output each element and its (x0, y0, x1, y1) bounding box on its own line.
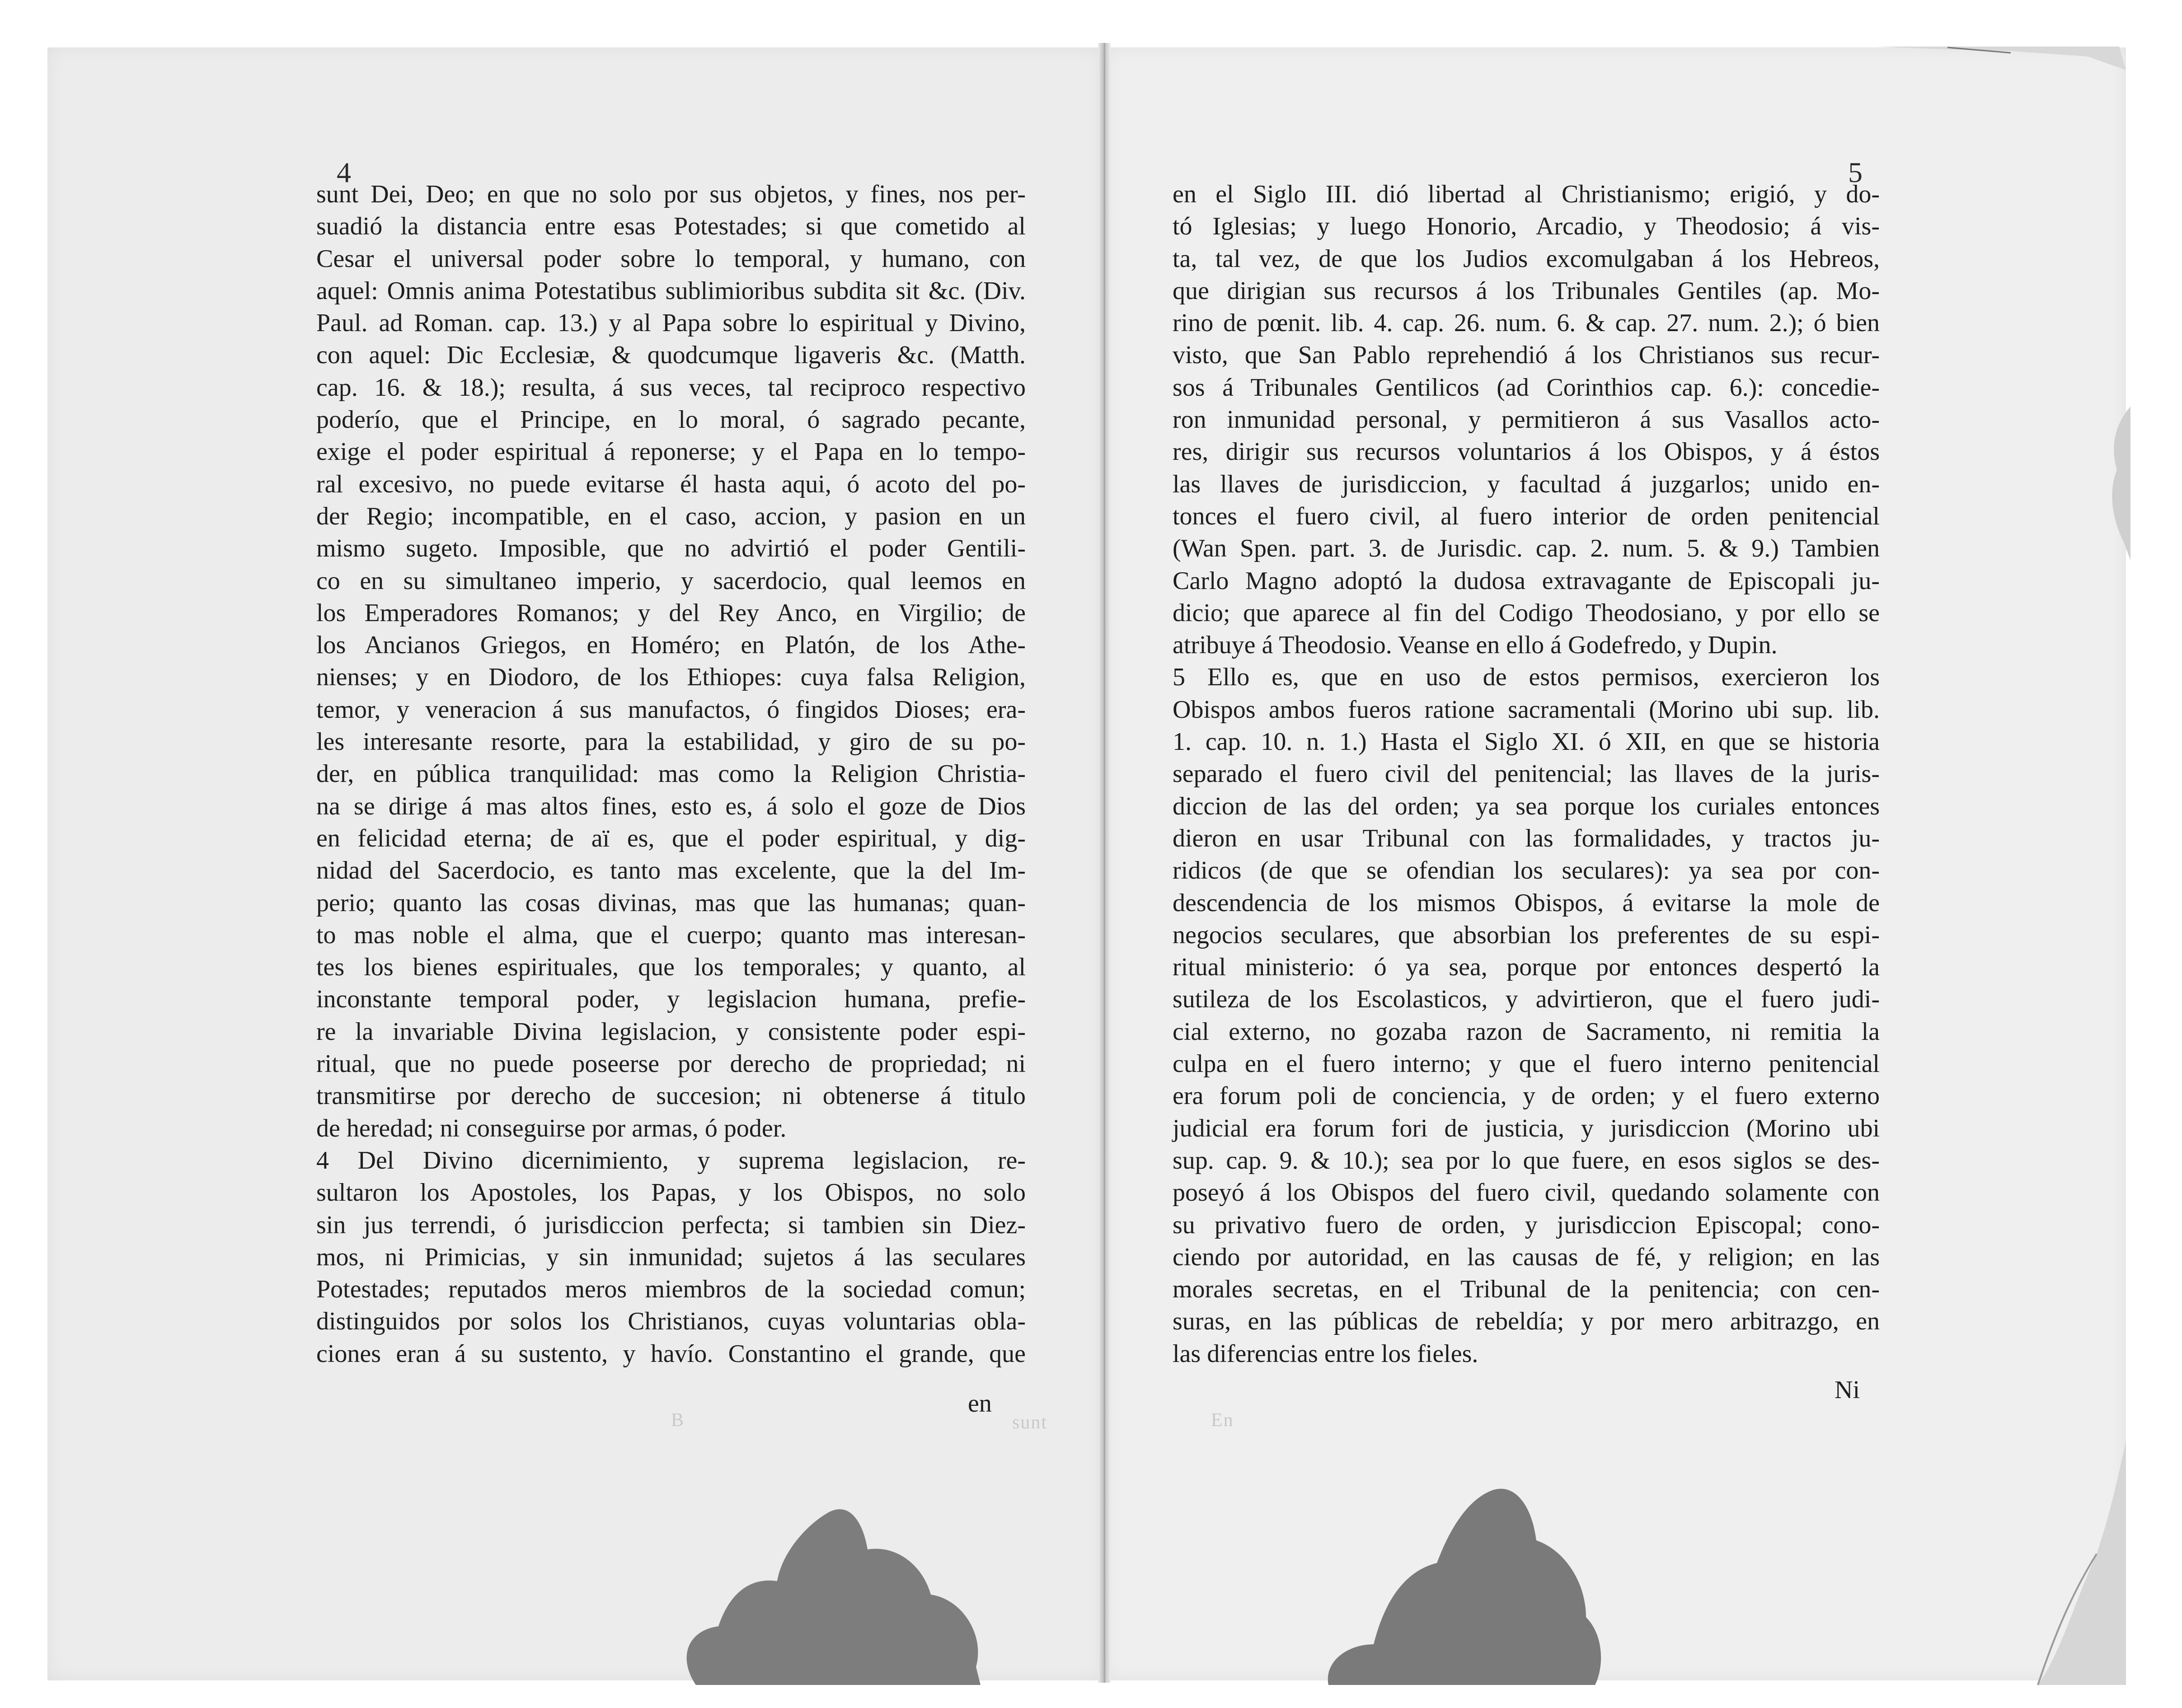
text-line: ron inmunidad personal, y permitieron á sus Vasallos acto- (1173, 406, 1880, 434)
text-line: culpa en el fuero interno; y que el fuero interno penitencial (1173, 1050, 1880, 1078)
text-line: suras, en las públicas de rebeldía; y por mero arbitrazgo, en (1173, 1307, 1880, 1336)
text-line: temor, y veneracion á sus manufactos, ó fingidos Dioses; era- (316, 695, 1026, 724)
right-body-text (1173, 178, 1880, 1370)
text-line: mos, ni Primicias, y sin inmunidad; sujetos á las seculares (316, 1243, 1026, 1271)
text-line: mismo sugeto. Imposible, que no advirtió el poder Gentili- (316, 534, 1026, 563)
text-line: to mas noble el alma, que el cuerpo; quanto mas interesan- (316, 921, 1026, 949)
ink-stain-left (669, 1486, 994, 1689)
page-number-left: 4 (337, 156, 351, 188)
text-line: morales secretas, en el Tribunal de la penitencia; con cen- (1173, 1275, 1880, 1304)
text-line: les interesante resorte, para la estabilidad, y giro de su po- (316, 728, 1026, 756)
text-line: sunt Dei, Deo; en que no solo por sus objetos, y fines, nos per- (316, 180, 1026, 208)
text-line: ral excesivo, no puede evitarse él hasta aqui, ó acoto del po- (316, 470, 1026, 498)
text-line: ta, tal vez, de que los Judios excomulgaban á los Hebreos, (1173, 244, 1880, 273)
bleed-through-text: B (671, 1410, 685, 1431)
text-line: las diferencias entre los fieles. (1173, 1339, 1478, 1368)
text-line: ciendo por autoridad, en las causas de fé, y religion; en las (1173, 1243, 1880, 1271)
catchword-left: en (968, 1390, 992, 1418)
text-line: tes los bienes espirituales, que los temporales; y quanto, al (316, 953, 1026, 982)
text-line: Cesar el universal poder sobre lo temporal, y humano, con (316, 244, 1026, 273)
text-line: dieron en usar Tribunal con las formalidades, y tractos ju- (1173, 824, 1880, 852)
text-line: rino de pœnit. lib. 4. cap. 26. num. 6. & cap. 27. num. 2.); ó bien (1173, 309, 1880, 337)
text-line: nidad del Sacerdocio, es tanto mas excelente, que la del Im- (316, 856, 1026, 885)
torn-corner-top-right (1875, 43, 2128, 97)
text-line: 1. cap. 10. n. 1.) Hasta el Siglo XI. ó XII, en que se historia (1173, 728, 1880, 756)
text-line: na se dirige á mas altos fines, esto es, á solo el goze de Dios (316, 792, 1026, 820)
text-line: era forum poli de conciencia, y de orden; y el fuero externo (1173, 1082, 1880, 1110)
text-line: co en su simultaneo imperio, y sacerdocio, qual leemos en (316, 566, 1026, 595)
text-line: 5 Ello es, que en uso de estos permisos, exercieron los (1173, 663, 1880, 692)
text-line: inconstante temporal poder, y legislacion humana, prefie- (316, 985, 1026, 1014)
torn-corner-bottom-right (2020, 1441, 2128, 1694)
text-line: (Wan Spen. part. 3. de Jurisdic. cap. 2. num. 5. & 9.) Tambien (1173, 534, 1880, 563)
text-line: cap. 16. & 18.); resulta, á sus veces, tal reciproco respectivo (316, 373, 1026, 402)
text-line: tonces el fuero civil, al fuero interior de orden penitencial (1173, 502, 1880, 530)
text-line: res, dirigir sus recursos voluntarios á los Obispos, y á éstos (1173, 438, 1880, 466)
text-line: Potestades; reputados meros miembros de la sociedad comun; (316, 1275, 1026, 1304)
text-line: con aquel: Dic Ecclesiæ, & quodcumque ligaveris &c. (Matth. (316, 341, 1026, 370)
text-line: der Regio; incompatible, en el caso, accion, y pasion en un (316, 502, 1026, 530)
text-line: que dirigian sus recursos á los Tribunales Gentiles (ap. Mo- (1173, 276, 1880, 305)
text-line: de heredad; ni conseguirse por armas, ó poder. (316, 1114, 787, 1142)
text-line: ritual ministerio: ó ya sea, porque por entonces despertó la (1173, 953, 1880, 982)
text-line: nienses; y en Diodoro, de los Ethiopes: cuya falsa Religion, (316, 663, 1026, 692)
text-line: sup. cap. 9. & 10.); sea por lo que fuere, en esos siglos se des- (1173, 1146, 1880, 1175)
text-line: en felicidad eterna; de aï es, que el poder espiritual, y dig- (316, 824, 1026, 852)
text-line: atribuye á Theodosio. Veanse en ello á Godefredo, y Dupin. (1173, 631, 1778, 660)
text-line: negocios seculares, que absorbian los preferentes de su espi- (1173, 921, 1880, 949)
text-line: ciones eran á su sustento, y havío. Constantino el grande, que (316, 1339, 1026, 1368)
page-number-right: 5 (1848, 156, 1863, 188)
text-line: sin jus terrendi, ó jurisdiccion perfecta; si tambien sin Diez- (316, 1211, 1026, 1239)
text-line: dicio; que aparece al fin del Codigo Theodosiano, y por ello se (1173, 599, 1880, 627)
text-line: Carlo Magno adoptó la dudosa extravagante de Episcopali ju- (1173, 566, 1880, 595)
text-line: los Emperadores Romanos; y del Rey Anco, en Virgilio; de (316, 599, 1026, 627)
text-line: exige el poder espiritual á reponerse; y el Papa en lo tempo- (316, 438, 1026, 466)
text-line: visto, que San Pablo reprehendió á los Christianos sus recur- (1173, 341, 1880, 370)
text-line: poseyó á los Obispos del fuero civil, quedando solamente con (1173, 1179, 1880, 1207)
text-line: sos á Tribunales Gentilicos (ad Corinthios cap. 6.): concedie- (1173, 373, 1880, 402)
text-line: diccion de las del orden; ya sea porque los curiales entonces (1173, 792, 1880, 820)
catchword-right: Ni (1835, 1376, 1860, 1404)
text-line: ridicos (de que se ofendian los seculares): ya sea por con- (1173, 856, 1880, 885)
text-line: suadió la distancia entre esas Potestades; si que cometido al (316, 212, 1026, 241)
text-line: su privativo fuero de orden, y jurisdiccion Episcopal; cono- (1173, 1211, 1880, 1239)
ink-stain-right (1319, 1473, 1609, 1689)
text-line: 4 Del Divino dicernimiento, y suprema legislacion, re- (316, 1146, 1026, 1175)
text-line: Obispos ambos fueros ratione sacramentali (Morino ubi sup. lib. (1173, 695, 1880, 724)
text-line: sutileza de los Escolasticos, y advirtieron, que el fuero judi- (1173, 985, 1880, 1014)
paper-tear-right-edge (2106, 407, 2133, 560)
text-line: separado el fuero civil del penitencial; las llaves de la juris- (1173, 760, 1880, 788)
text-line: distinguidos por solos los Christianos, cuyas voluntarias obla- (316, 1307, 1026, 1336)
text-line: en el Siglo III. dió libertad al Christianismo; erigió, y do- (1173, 180, 1880, 208)
text-line: aquel: Omnis anima Potestatibus sublimioribus subdita sit &c. (Div. (316, 276, 1026, 305)
text-line: descendencia de los mismos Obispos, á evitarse la mole de (1173, 889, 1880, 917)
book-gutter (1098, 43, 1111, 1683)
text-line: tó Iglesias; y luego Honorio, Arcadio, y Theodosio; á vis- (1173, 212, 1880, 241)
text-line: cial externo, no gozaba razon de Sacramento, ni remitia la (1173, 1017, 1880, 1046)
text-line: perio; quanto las cosas divinas, mas que las humanas; quan- (316, 889, 1026, 917)
text-line: transmitirse por derecho de succesion; ni obtenerse á titulo (316, 1082, 1026, 1110)
text-line: re la invariable Divina legislacion, y consistente poder espi- (316, 1017, 1026, 1046)
text-line: ritual, que no puede poseerse por derecho de propriedad; ni (316, 1050, 1026, 1078)
text-line: judicial era forum fori de justicia, y jurisdiccion (Morino ubi (1173, 1114, 1880, 1142)
left-body-text (316, 178, 1026, 1370)
text-line: der, en pública tranquilidad: mas como la Religion Christia- (316, 760, 1026, 788)
bleed-through-text: sunt (1012, 1412, 1048, 1433)
text-line: las llaves de jurisdiccion, y facultad á juzgarlos; unido en- (1173, 470, 1880, 498)
text-line: sultaron los Apostoles, los Papas, y los Obispos, no solo (316, 1179, 1026, 1207)
text-line: los Ancianos Griegos, en Homéro; en Platón, de los Athe- (316, 631, 1026, 660)
text-line: Paul. ad Roman. cap. 13.) y al Papa sobre lo espiritual y Divino, (316, 309, 1026, 337)
bleed-through-text: En (1211, 1410, 1234, 1431)
text-line: poderío, que el Principe, en lo moral, ó sagrado pecante, (316, 406, 1026, 434)
